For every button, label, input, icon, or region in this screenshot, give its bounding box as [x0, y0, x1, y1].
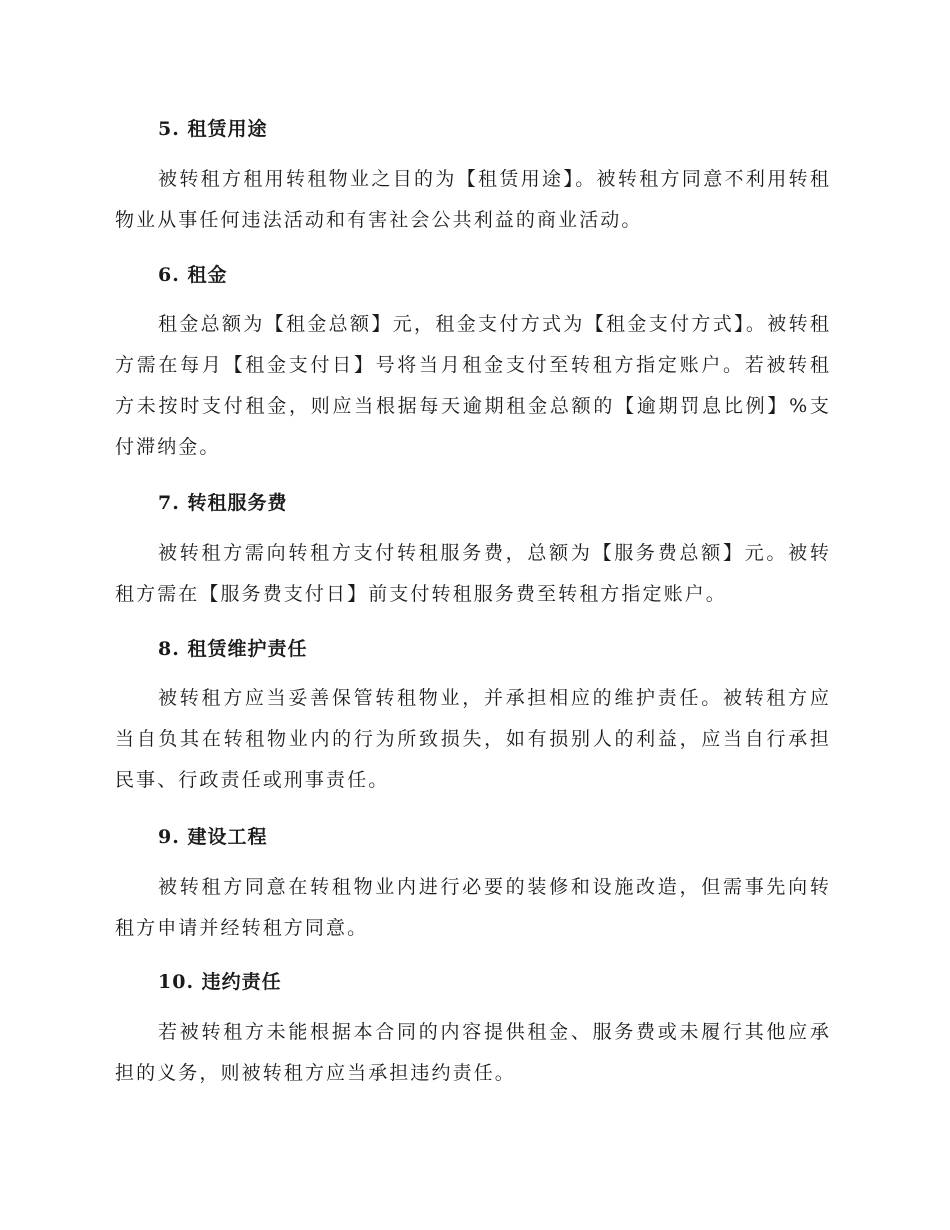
section-body: 被转租方需向转租方支付转租服务费，总额为【服务费总额】元。被转租方需在【服务费支付日】前支付转租服务费至转租方指定账户。 [115, 542, 831, 605]
section-heading: 10. 违约责任 [158, 971, 282, 993]
section-heading: 8. 租赁维护责任 [158, 638, 308, 660]
section-heading: 9. 建设工程 [158, 826, 268, 848]
section-body: 被转租方应当妥善保管转租物业，并承担相应的维护责任。被转租方应当自负其在转租物业内的行为所致损失，如有损别人的利益，应当自行承担民事、行政责任或刑事责任。 [115, 687, 831, 791]
section-body: 被转租方租用转租物业之目的为【租赁用途】。被转租方同意不利用转租物业从事任何违法活动和有害社会公共利益的商业活动。 [115, 168, 831, 231]
section-heading: 6. 租金 [158, 264, 228, 286]
section-heading: 7. 转租服务费 [158, 492, 288, 514]
section-body: 若被转租方未能根据本合同的内容提供租金、服务费或未履行其他应承担的义务，则被转租方应当承担违约责任。 [115, 1021, 831, 1084]
section-heading: 5. 租赁用途 [158, 118, 268, 140]
section-body: 被转租方同意在转租物业内进行必要的装修和设施改造，但需事先向转租方申请并经转租方同意。 [115, 876, 831, 939]
section-body: 租金总额为【租金总额】元，租金支付方式为【租金支付方式】。被转租方需在每月【租金支付日】号将当月租金支付至转租方指定账户。若被转租方未按时支付租金，则应当根据每天逾期租金总额的【逾期罚息比例】%支付滞纳金。 [115, 313, 831, 458]
